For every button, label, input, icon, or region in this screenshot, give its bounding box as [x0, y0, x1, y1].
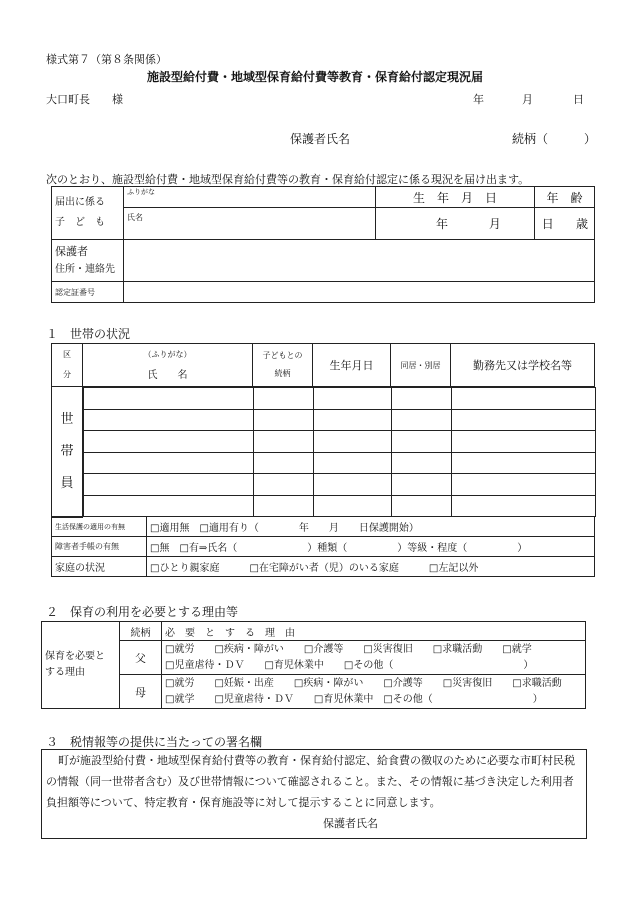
member-work-2[interactable]: [452, 409, 596, 431]
dob-month: 月: [488, 217, 501, 231]
care-reason-label-1: 保育を必要と: [45, 651, 105, 662]
member-cohab-2[interactable]: [392, 409, 452, 431]
member-rel-3[interactable]: [254, 431, 314, 453]
member-name-5[interactable]: [84, 474, 254, 496]
guardian-name-label: 保護者氏名: [290, 132, 351, 146]
date-year: 年: [473, 93, 484, 106]
members-char-3: 員: [60, 475, 74, 491]
col-kubun-1: 区: [63, 350, 71, 359]
members-char-2: 帯: [60, 443, 74, 459]
household-status-table: [51, 516, 595, 577]
member-cohab-5[interactable]: [392, 474, 452, 496]
consent-line2: の情報（同一世帯者含む）及び世帯情報について確認されること。また、その情報に基づき決定した利用者: [46, 775, 574, 788]
dob-day: 日: [541, 217, 554, 231]
member-dob-5[interactable]: [314, 474, 392, 496]
household-label: 家庭の状況: [52, 557, 147, 577]
member-dob-1[interactable]: [314, 388, 392, 410]
member-work-5[interactable]: [452, 474, 596, 496]
consent-line1: 町が施設型給付費・地域型保育給付費等の教育・保育給付認定、給食費の徴収のために必要な市町村民税: [58, 754, 575, 767]
child-label-line1: 届出に係る: [55, 197, 105, 208]
father-reasons-line2[interactable]: □児童虐待・ＤＶ □育児休業中 □その他（ ）: [165, 659, 534, 671]
col-kubun: [52, 344, 83, 387]
father-reasons[interactable]: [162, 641, 586, 675]
cert-number-field[interactable]: [124, 282, 595, 303]
furigana-field[interactable]: [124, 187, 376, 208]
col-relation-2: 続柄: [274, 369, 291, 378]
welfare-label: 生活保護の適用の有無: [52, 517, 147, 537]
guardian-addr-line2: 住所・連絡先: [55, 263, 115, 275]
mother-reasons[interactable]: [162, 675, 586, 709]
member-dob-6[interactable]: [314, 495, 392, 517]
col-relation: [253, 344, 313, 387]
col-kubun-2: 分: [63, 370, 71, 379]
intro-text: 次のとおり、施設型給付費・地域型保育給付費等の教育・保育給付認定に係る現況を届け出ます。: [46, 173, 530, 186]
col-care-relation: 続柄: [120, 622, 162, 641]
member-work-1[interactable]: [452, 388, 596, 410]
col-dob: 生年月日: [313, 344, 391, 387]
child-info-table: [51, 186, 595, 303]
member-dob-2[interactable]: [314, 409, 392, 431]
care-reason-table: [41, 621, 586, 709]
page-title: 施設型給付費・地域型保育給付費等教育・保育給付認定現況届: [146, 70, 483, 84]
consent-signature[interactable]: [42, 813, 586, 834]
members-label: [52, 387, 83, 518]
household-options[interactable]: □ひとり親家庭 □在宅障がい者（児）のいる家庭 □左記以外: [147, 557, 595, 577]
col-name: [83, 344, 253, 387]
member-name-1[interactable]: [84, 388, 254, 410]
members-char-1: 世: [60, 411, 74, 427]
col-furigana: （ふりがな）: [143, 350, 192, 359]
guardian-addr-field[interactable]: [124, 240, 595, 282]
member-name-6[interactable]: [84, 495, 254, 517]
consent-line3: 負担額等について、特定教育・保育施設等に対して提示することに同意します。: [46, 796, 441, 809]
dob-year: 年: [436, 217, 449, 231]
members-grid-cell: [83, 387, 595, 518]
member-work-6[interactable]: [452, 495, 596, 517]
member-cohab-6[interactable]: [392, 495, 452, 517]
date-month: 月: [522, 93, 533, 106]
age-unit: 歳: [575, 217, 588, 231]
member-rel-5[interactable]: [254, 474, 314, 496]
member-work-3[interactable]: [452, 431, 596, 453]
disability-options[interactable]: □無 □有⇒氏名（ ）種類（ ）等級・程度（ ）: [147, 537, 595, 557]
date-day: 日: [573, 93, 584, 106]
furigana-label: ふりがな: [127, 188, 155, 196]
form-number: 様式第７（第８条関係）: [46, 53, 167, 66]
members-grid: [83, 387, 596, 517]
col-name-label: 氏 名: [147, 370, 188, 381]
age-header: 年 齢: [535, 187, 595, 208]
mother-reasons-line2[interactable]: □就学 □児童虐待・ＤＶ □育児休業中 □その他（ ）: [165, 693, 543, 705]
household-table: [51, 343, 595, 518]
sec2-heading: ２ 保育の利用を必要とする理由等: [46, 605, 239, 619]
sec3-heading: ３ 税情報等の提供に当たっての署名欄: [46, 735, 263, 749]
welfare-options[interactable]: □適用無 □適用有り（ 年 月 日保護開始）: [147, 517, 595, 537]
cert-number-label: 認定証番号: [52, 282, 124, 303]
member-rel-4[interactable]: [254, 452, 314, 474]
member-dob-3[interactable]: [314, 431, 392, 453]
care-reason-label-2: する理由: [45, 667, 85, 678]
dob-header: 生 年 月 日: [376, 187, 535, 208]
child-dob-field[interactable]: [376, 208, 554, 240]
member-name-3[interactable]: [84, 431, 254, 453]
child-name-field[interactable]: [124, 208, 376, 240]
sec1-heading: １ 世帯の状況: [46, 327, 131, 341]
mother-label: 母: [120, 675, 162, 709]
member-work-4[interactable]: [452, 452, 596, 474]
guardian-addr-label: [52, 240, 124, 282]
father-label: 父: [120, 641, 162, 675]
mother-reasons-line1[interactable]: □就労 □妊娠・出産 □疾病・障がい □介護等 □災害復旧 □求職活動: [165, 677, 562, 689]
addressee: 大口町長 様: [46, 93, 123, 106]
member-cohab-4[interactable]: [392, 452, 452, 474]
care-reason-label: [42, 622, 120, 709]
member-cohab-1[interactable]: [392, 388, 452, 410]
guardian-addr-line1: 保護者: [55, 244, 88, 258]
member-cohab-3[interactable]: [392, 431, 452, 453]
col-cohab: 同居・別居: [391, 344, 451, 387]
member-rel-1[interactable]: [254, 388, 314, 410]
member-name-2[interactable]: [84, 409, 254, 431]
col-relation-1: 子どもとの: [262, 351, 303, 360]
member-rel-2[interactable]: [254, 409, 314, 431]
signature-label: 保護者氏名: [323, 817, 378, 830]
member-rel-6[interactable]: [254, 495, 314, 517]
relation-label: 続柄（ ）: [512, 132, 597, 146]
child-name-label: 氏名: [127, 213, 143, 222]
col-work: 勤務先又は学校名等: [451, 344, 595, 387]
child-label-line2: 子 ど も: [55, 217, 105, 228]
father-reasons-line1[interactable]: □就労 □疾病・障がい □介護等 □災害復旧 □求職活動 □就学: [165, 643, 532, 655]
child-label: [52, 187, 124, 240]
member-dob-4[interactable]: [314, 452, 392, 474]
disability-label: 障害者手帳の有無: [52, 537, 147, 557]
consent-box: [41, 749, 587, 839]
col-care-reason: 必 要 と す る 理 由: [162, 622, 586, 641]
member-name-4[interactable]: [84, 452, 254, 474]
